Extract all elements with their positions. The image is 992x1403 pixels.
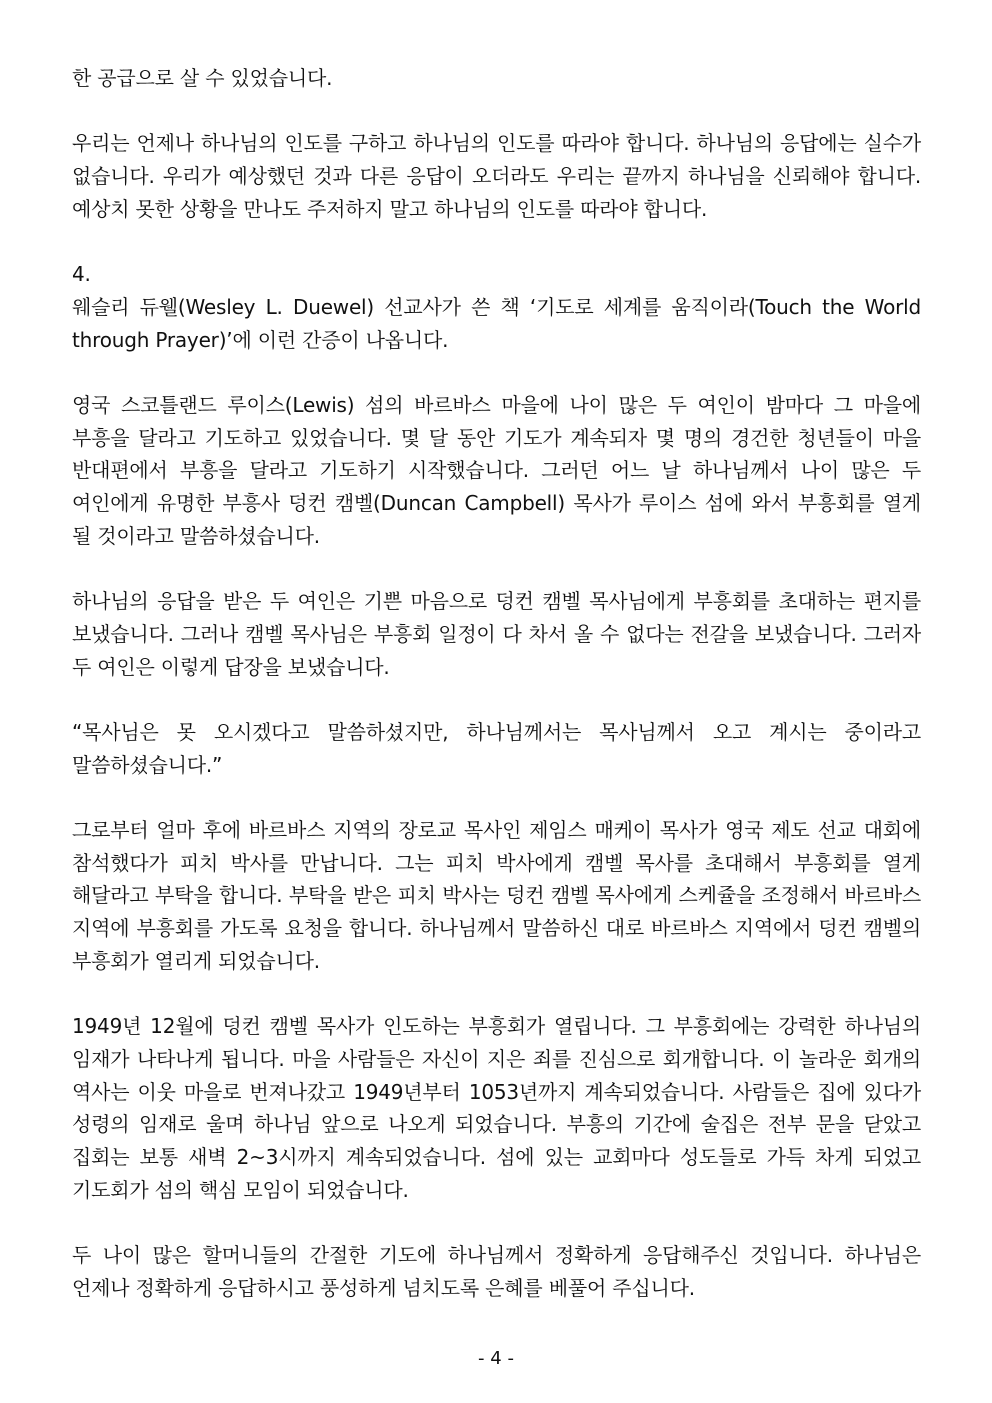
paragraph-continuation: 한 공급으로 살 수 있었습니다.	[72, 66, 333, 90]
page-number: - 4 -	[478, 1348, 514, 1369]
paragraph-letter: 하나님의 응답을 받은 두 여인은 기쁜 마음으로 덩컨 캠벨 목사님에게 부흥회를 초대하는 편지를 보냈습니다. 그러나 캠벨 목사님은 부흥회 일정이 다 차서 올 수 없다는 전갈을 보냈습니다. 그러자 두 여인은 이렇게 답장을 보냈습니다.	[72, 589, 921, 679]
paragraph-revival: 1949년 12월에 덩컨 캠벨 목사가 인도하는 부흥회가 열립니다. 그 부흥회에는 강력한 하나님의 임재가 나타나게 됩니다. 마을 사람들은 자신이 지은 죄를 진심으로 회개합니다. 이 놀라운 회개의 역사는 이웃 마을로 번져나갔고 1949년부터 1053년까지 계속되었습니다. 사람들은 집에 있다가 성령의 임재로 울며 하나님 앞으로 나오게 되었습니다. 부흥의 기간에 술집은 전부 문을 닫았고 집회는 보통 새벽 2~3시까지 계속되었습니다. 섬에 있는 교회마다 성도들로 가득 차게 되었고 기도회가 섬의 핵심 모임이 되었습니다.	[72, 1014, 921, 1202]
paragraph-lewis-island: 영국 스코틀랜드 루이스(Lewis) 섬의 바르바스 마을에 나이 많은 두 여인이 밤마다 그 마을에 부흥을 달라고 기도하고 있었습니다. 몇 달 동안 기도가 계속되자 몇 명의 경건한 청년들이 마을 반대편에서 부흥을 달라고 기도하기 시작했습니다. 그러던 어느 날 하나님께서 나이 많은 두 여인에게 유명한 부흥사 덩컨 캠벨(Duncan Campbell) 목사가 루이스 섬에 와서 부흥회를 열게 될 것이라고 말씀하셨습니다.	[72, 392, 921, 548]
paragraph-conclusion: 두 나이 많은 할머니들의 간절한 기도에 하나님께서 정확하게 응답해주신 것입니다. 하나님은 언제나 정확하게 응답하시고 풍성하게 넘치도록 은혜를 베풀어 주십니다.	[72, 1243, 921, 1300]
document-body	[72, 62, 921, 1337]
paragraph-quote: “목사님은 못 오시겠다고 말씀하셨지만, 하나님께서는 목사님께서 오고 계시는 중이라고 말씀하셨습니다.”	[72, 719, 921, 777]
section-number: 4.	[72, 262, 91, 287]
paragraph-guidance: 우리는 언제나 하나님의 인도를 구하고 하나님의 인도를 따라야 합니다. 하나님의 응답에는 실수가 없습니다. 우리가 예상했던 것과 다른 응답이 오더라도 우리는 끝까지 하나님을 신뢰해야 합니다. 예상치 못한 상황을 만나도 주저하지 말고 하나님의 인도를 따라야 합니다.	[72, 131, 921, 221]
paragraph-book-reference: 웨슬리 듀웰(Wesley L. Duewel) 선교사가 쓴 책 ‘기도로 세계를 움직이라(Touch the World through Prayer)’에 이런 간증이 나옵니다.	[72, 294, 921, 352]
paragraph-invitation: 그로부터 얼마 후에 바르바스 지역의 장로교 목사인 제임스 매케이 목사가 영국 제도 선교 대회에 참석했다가 피치 박사를 만납니다. 그는 피치 박사에게 캠벨 목사를 초대해서 부흥회를 열게 해달라고 부탁을 합니다. 부탁을 받은 피치 박사는 덩컨 캠벨 목사에게 스케쥴을 조정해서 바르바스 지역에 부흥회를 가도록 요청을 합니다. 하나님께서 말씀하신 대로 바르바스 지역에서 덩컨 캠벨의 부흥회가 열리게 되었습니다.	[72, 818, 921, 973]
